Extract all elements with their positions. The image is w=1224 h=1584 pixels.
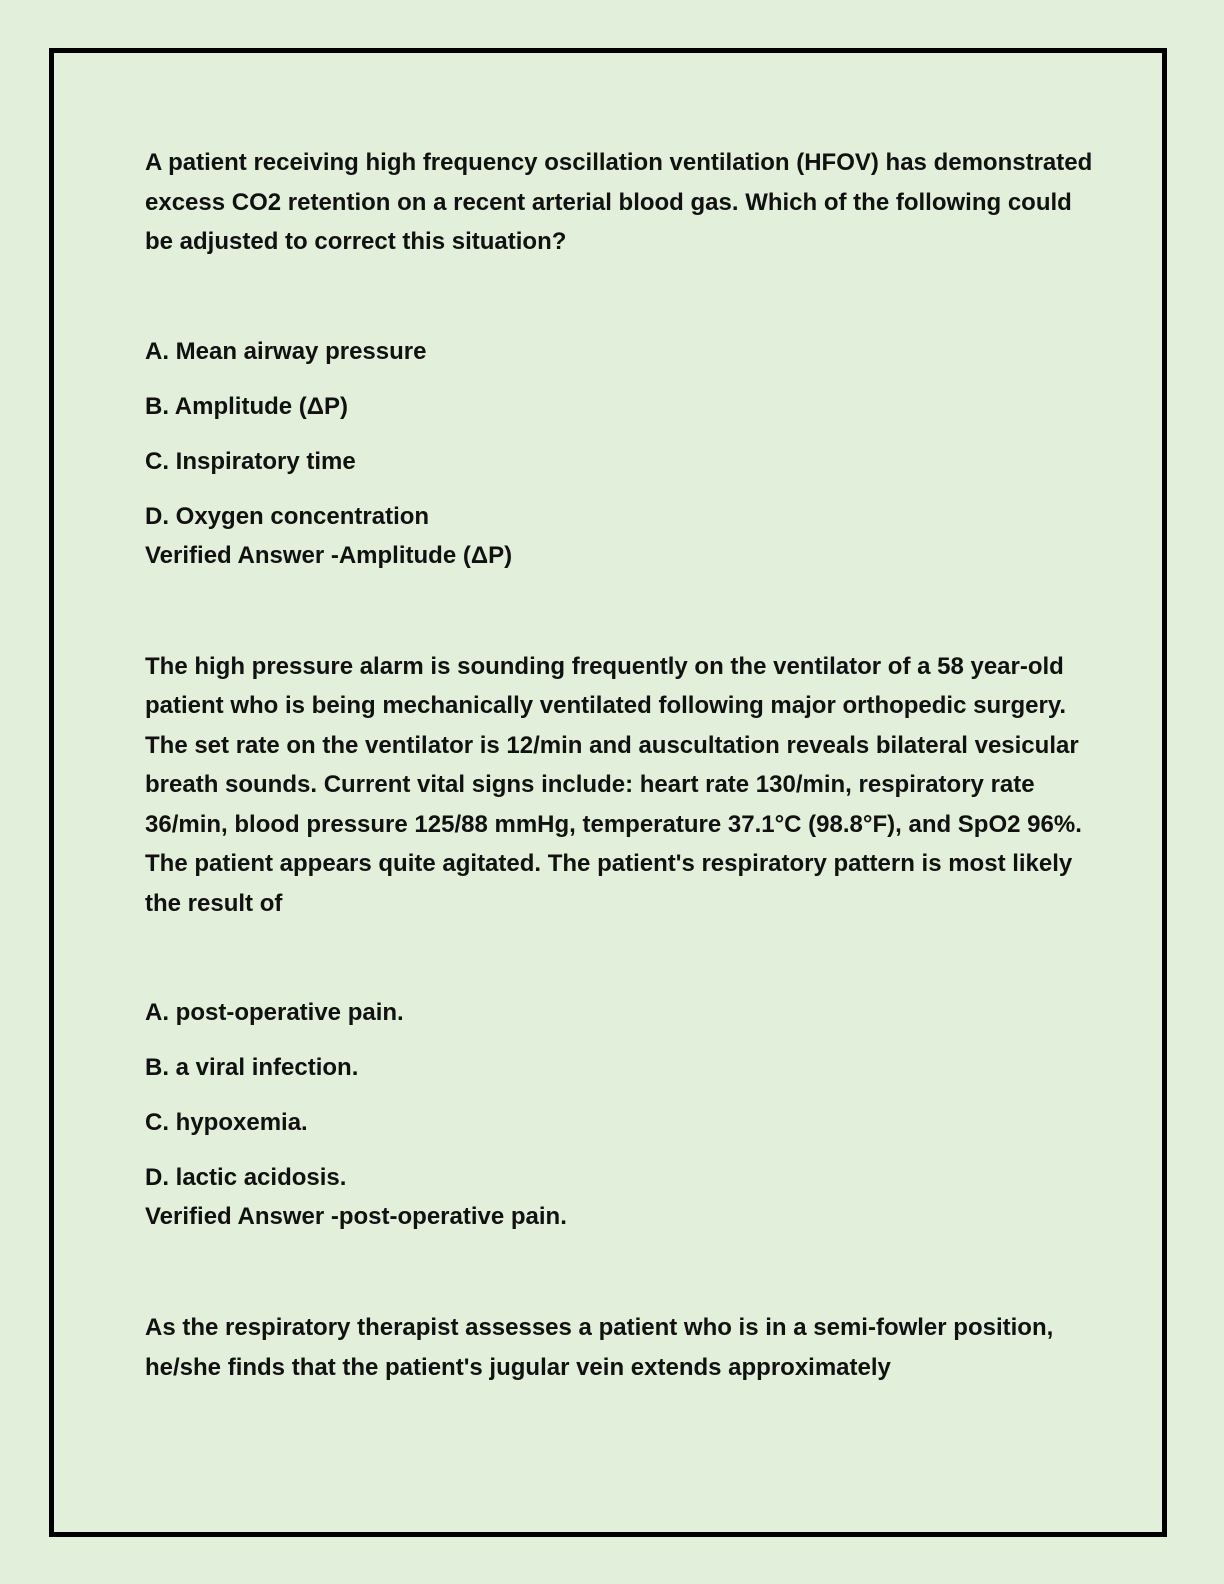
option-c: C. Inspiratory time [145, 447, 356, 475]
question-text: The high pressure alarm is sounding frequently on the ventilator of a 58 year-old patient who is being mechanically ventilated following major orthopedic surgery. The set rate on the ventilator is 12/min and auscultation reveals bilateral vesicular breath sounds. Current vital signs include: heart rate 130/min, respiratory rate 36/min, blood pressure 125/88 mmHg, temperature 37.1°C (98.8°F), and SpO2 96%. The patient appears quite agitated. The patient's respiratory pattern is most likely the result of [145, 652, 1082, 917]
question-text: A patient receiving high frequency oscillation ventilation (HFOV) has demonstrated excess CO2 retention on a recent arterial blood gas. Which of the following could be adjusted to correct this situation? [145, 149, 1093, 255]
verified-answer: Verified Answer -post-operative pain. [145, 1203, 567, 1230]
option-b: B. Amplitude (ΔP) [145, 392, 349, 420]
verified-answer: Verified Answer -Amplitude (ΔP) [145, 541, 513, 569]
question-block-2 [145, 647, 1095, 1237]
option-b: B. a viral infection. [145, 1054, 359, 1081]
question-block-3 [145, 1308, 1095, 1387]
options-list [145, 332, 1095, 536]
option-c: C. hypoxemia. [145, 1109, 308, 1136]
option-a: A. Mean airway pressure [145, 337, 427, 365]
option-a: A. post-operative pain. [145, 999, 404, 1026]
document-content [145, 143, 1095, 1387]
option-d: D. Oxygen concentration [145, 502, 430, 530]
question-block-1 [145, 143, 1095, 575]
options-list [145, 993, 1095, 1197]
option-d: D. lactic acidosis. [145, 1164, 347, 1191]
question-text: As the respiratory therapist assesses a patient who is in a semi-fowler position, he/she finds that the patient's jugular vein extends approximately [145, 1314, 1054, 1381]
